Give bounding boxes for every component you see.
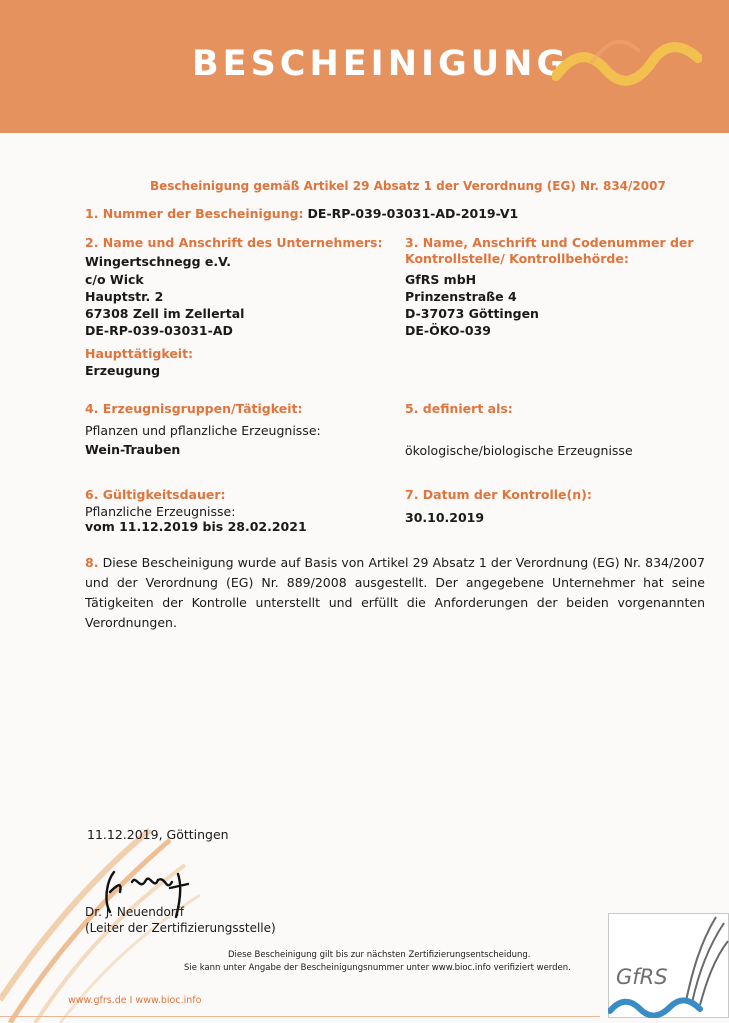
validity-period: vom 11.12.2019 bis 28.02.2021 xyxy=(85,519,307,534)
validity-group: Pflanzliche Erzeugnisse: xyxy=(85,504,236,519)
document-title: BESCHEINIGUNG xyxy=(192,44,570,84)
operator-city: 67308 Zell im Zellertal xyxy=(85,306,245,321)
product-name: Wein-Trauben xyxy=(85,442,181,457)
certificate-number-value: DE-RP-039-03031-AD-2019-V1 xyxy=(307,206,519,221)
certificate-number-row xyxy=(85,206,518,221)
control-body-street: Prinzenstraße 4 xyxy=(405,289,517,304)
gfrs-logo-text: GfRS xyxy=(616,965,668,989)
footnote-validity: Diese Bescheinigung gilt bis zur nächsten Zertifizierungsentscheidung. xyxy=(228,950,531,960)
footer-divider xyxy=(0,1016,600,1017)
legal-basis-text: Diese Bescheinigung wurde auf Basis von Artikel 29 Absatz 1 der Verordnung (EG) Nr. 834/2007 und der Verordnung (EG) Nr. 889/2008 ausgestellt. Der angegebene Unternehmer hat seine Tätigkeiten der Kontrolle unterstellt und erfüllt die Anforderungen der beiden vorgenannten Verordnungen. xyxy=(85,555,705,630)
control-body-heading-line1: 3. Name, Anschrift und Codenummer der xyxy=(405,235,694,250)
legal-basis-number: 8. xyxy=(85,555,99,570)
footer-links: www.gfrs.de I www.bioc.info xyxy=(68,995,202,1006)
legal-basis-paragraph xyxy=(85,553,705,633)
product-group: Pflanzen und pflanzliche Erzeugnisse: xyxy=(85,423,321,438)
operator-care-of: c/o Wick xyxy=(85,272,144,287)
certificate-number-label: 1. Nummer der Bescheinigung: xyxy=(85,206,304,221)
operator-street: Hauptstr. 2 xyxy=(85,289,164,304)
operator-code: DE-RP-039-03031-AD xyxy=(85,323,233,338)
main-activity-label: Haupttätigkeit: xyxy=(85,346,194,361)
inspection-date-heading: 7. Datum der Kontrolle(n): xyxy=(405,487,592,502)
product-groups-heading: 4. Erzeugnisgruppen/Tätigkeit: xyxy=(85,401,303,416)
defined-as-value: ökologische/biologische Erzeugnisse xyxy=(405,443,633,458)
control-body-heading-line2: Kontrollstelle/ Kontrollbehörde: xyxy=(405,251,629,266)
regulation-subtitle: Bescheinigung gemäß Artikel 29 Absatz 1 der Verordnung (EG) Nr. 834/2007 xyxy=(150,179,666,193)
validity-heading: 6. Gültigkeitsdauer: xyxy=(85,487,226,502)
footnote-verification: Sie kann unter Angabe der Bescheinigungsnummer unter www.bioc.info verifiziert werden. xyxy=(184,963,571,973)
defined-as-heading: 5. definiert als: xyxy=(405,401,513,416)
wave-decoration-icon xyxy=(552,32,702,92)
operator-heading: 2. Name und Anschrift des Unternehmers: xyxy=(85,235,383,250)
signatory-name: Dr. J. Neuendorff xyxy=(85,905,184,919)
control-body-code: DE-ÖKO-039 xyxy=(405,323,491,338)
control-body-city: D-37073 Göttingen xyxy=(405,306,539,321)
signature-place-date: 11.12.2019, Göttingen xyxy=(87,827,229,842)
operator-name: Wingertschnegg e.V. xyxy=(85,254,231,269)
control-body-name: GfRS mbH xyxy=(405,272,477,287)
signatory-role: (Leiter der Zertifizierungsstelle) xyxy=(85,921,276,935)
inspection-date-value: 30.10.2019 xyxy=(405,510,485,525)
header-banner xyxy=(0,0,729,133)
main-activity-value: Erzeugung xyxy=(85,363,161,378)
